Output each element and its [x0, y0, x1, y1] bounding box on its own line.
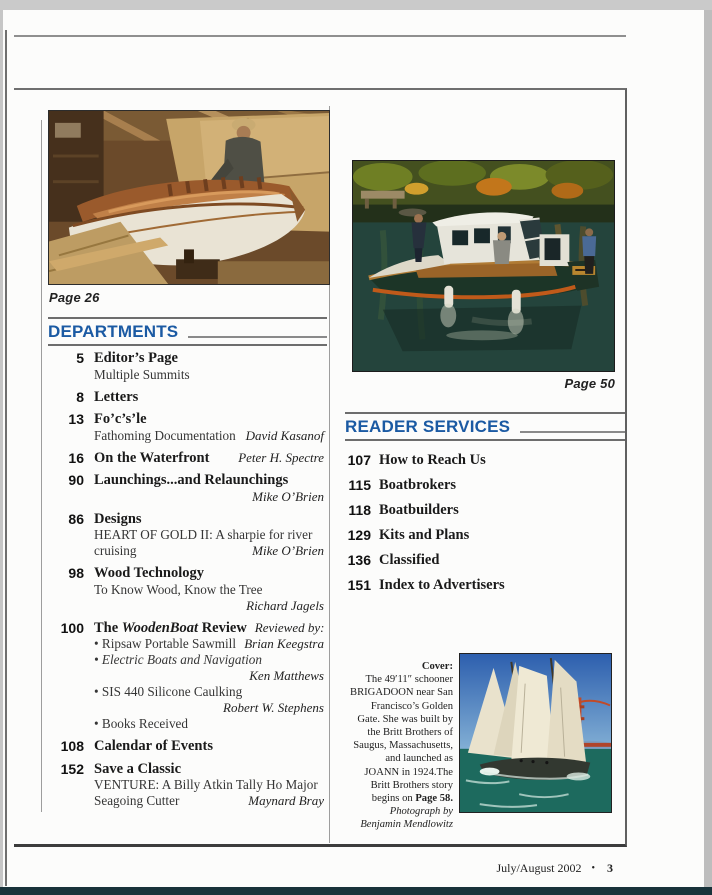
entry-author: Reviewed by:	[254, 619, 325, 635]
toc-entry	[48, 411, 324, 444]
entry-title: Wood Technology	[94, 565, 204, 581]
toc-entry	[345, 502, 617, 519]
entry-title: Boatbuilders	[379, 502, 459, 518]
entry-subtitle: Fathoming Documentation	[94, 427, 236, 443]
entry-bullet-item: • Books Received	[94, 716, 188, 731]
entry-subtitle: Multiple Summits	[94, 366, 190, 382]
entry-number: 118	[348, 502, 371, 518]
entry-subtitle: To Know Wood, Know the Tree	[94, 581, 263, 597]
reader-services-header	[345, 412, 625, 441]
entry-number: 100	[60, 619, 84, 636]
scan-top-strip	[0, 0, 712, 10]
departments-header	[48, 317, 327, 346]
entry-number: 16	[68, 449, 84, 466]
entry-subtitle: cruising	[94, 543, 137, 558]
departments-header-rule	[188, 336, 327, 338]
entry-title: Boatbrokers	[379, 477, 457, 493]
toc-entry	[345, 527, 617, 544]
construction-photo	[48, 110, 330, 285]
toc-entry	[48, 738, 324, 755]
entry-title: Fo’c’s’le	[94, 411, 147, 427]
toc-entry	[345, 577, 617, 594]
entry-title: Index to Advertisers	[379, 577, 505, 593]
cover-page-ref: Page 58.	[415, 793, 453, 805]
footer-issue: July/August 2002	[496, 861, 582, 875]
entry-title: How to Reach Us	[379, 452, 486, 468]
reader-services-header-rule	[520, 431, 625, 433]
entry-number: 129	[347, 527, 371, 543]
launch-photo	[352, 160, 615, 372]
entry-title: Launchings...and Relaunchings	[94, 472, 289, 488]
entry-number: 108	[60, 738, 84, 754]
scan-right-strip	[704, 10, 712, 888]
entry-subtitle: HEART OF GOLD II: A sharpie for river	[94, 527, 313, 542]
toc-entry	[345, 452, 617, 469]
scan-left-line	[5, 30, 7, 886]
entry-subtitle: Seagoing Cutter	[94, 793, 180, 808]
entry-title: The WoodenBoat Review	[94, 619, 247, 636]
entry-author: Peter H. Spectre	[238, 449, 324, 465]
entry-number: 107	[347, 452, 371, 468]
entry-author: Brian Keegstra	[244, 636, 324, 651]
entry-bullet-item: • SIS 440 Silicone Caulking	[94, 684, 243, 699]
entry-author: Robert W. Stephens	[223, 700, 324, 715]
left-column-rule	[41, 120, 42, 812]
entry-title: Save a Classic	[94, 760, 181, 777]
toc-entry	[48, 565, 324, 614]
entry-bullet-item: • Ripsaw Portable Sawmill	[94, 636, 236, 651]
toc-entry	[345, 552, 617, 569]
entry-author: Mike O’Brien	[252, 488, 324, 504]
toc-entry	[48, 389, 324, 406]
cover-credit-name: Benjamin Mendlowitz	[360, 819, 453, 831]
entry-title: Kits and Plans	[379, 527, 470, 543]
toc-entry	[48, 511, 324, 560]
toc-entry	[48, 450, 324, 467]
scan-bottom-strip	[0, 887, 712, 895]
entry-number: 98	[68, 565, 84, 581]
departments-heading: DEPARTMENTS	[48, 322, 179, 341]
toc-entry	[48, 350, 324, 383]
entry-subtitle: VENTURE: A Billy Atkin Tally Ho Major	[94, 777, 318, 792]
entry-title: Letters	[94, 388, 139, 405]
entry-number: 90	[68, 472, 84, 488]
toc-entry	[48, 620, 324, 733]
footer-page-number: 3	[607, 861, 613, 875]
toc-entry	[345, 477, 617, 494]
entry-title: On the Waterfront	[94, 449, 210, 466]
scan-left-edge	[0, 10, 3, 887]
entry-number: 5	[76, 350, 84, 366]
toc-entry	[48, 472, 324, 505]
photo-caption-page-50: Page 50	[564, 376, 615, 391]
reader-services-heading: READER SERVICES	[345, 417, 511, 436]
entry-author: David Kasanof	[245, 427, 324, 443]
entry-author: Mike O’Brien	[252, 543, 324, 558]
entry-number: 86	[68, 510, 84, 527]
entry-number: 115	[348, 477, 371, 493]
cover-credit: Photograph by	[389, 806, 453, 818]
entry-number: 136	[347, 552, 371, 568]
entry-bullet-item: • Electric Boats and Navigation	[94, 652, 262, 667]
cover-photo	[459, 653, 612, 813]
footer-bullet: •	[591, 863, 595, 874]
departments-list	[48, 350, 324, 815]
entry-author: Maynard Bray	[248, 793, 324, 808]
cover-note: Cover: The 49′11″ schooner BRIGADOON near San Francisco’s Golden Gate. She was built by the Britt Brothers of Saugus, Massachusetts, and launched as JOANN in 1924.The Britt Brothers story begins on Page 58. Photograph by Benjamin Mendlowitz	[332, 660, 453, 832]
entry-title: Classified	[379, 552, 440, 568]
entry-author: Ken Matthews	[249, 668, 324, 683]
photo-caption-page-26: Page 26	[49, 290, 100, 305]
top-rule	[14, 35, 626, 37]
cover-label: Cover:	[421, 661, 453, 672]
entry-number: 151	[347, 577, 371, 593]
entry-author: Richard Jagels	[246, 597, 324, 613]
entry-title: Calendar of Events	[94, 738, 213, 754]
toc-entry	[48, 761, 324, 810]
entry-number: 152	[60, 760, 84, 777]
reader-services-list	[345, 452, 617, 602]
page-footer	[352, 861, 613, 876]
entry-number: 8	[76, 388, 84, 405]
entry-title: Editor’s Page	[94, 350, 178, 366]
entry-number: 13	[68, 411, 84, 427]
entry-title: Designs	[94, 510, 142, 527]
